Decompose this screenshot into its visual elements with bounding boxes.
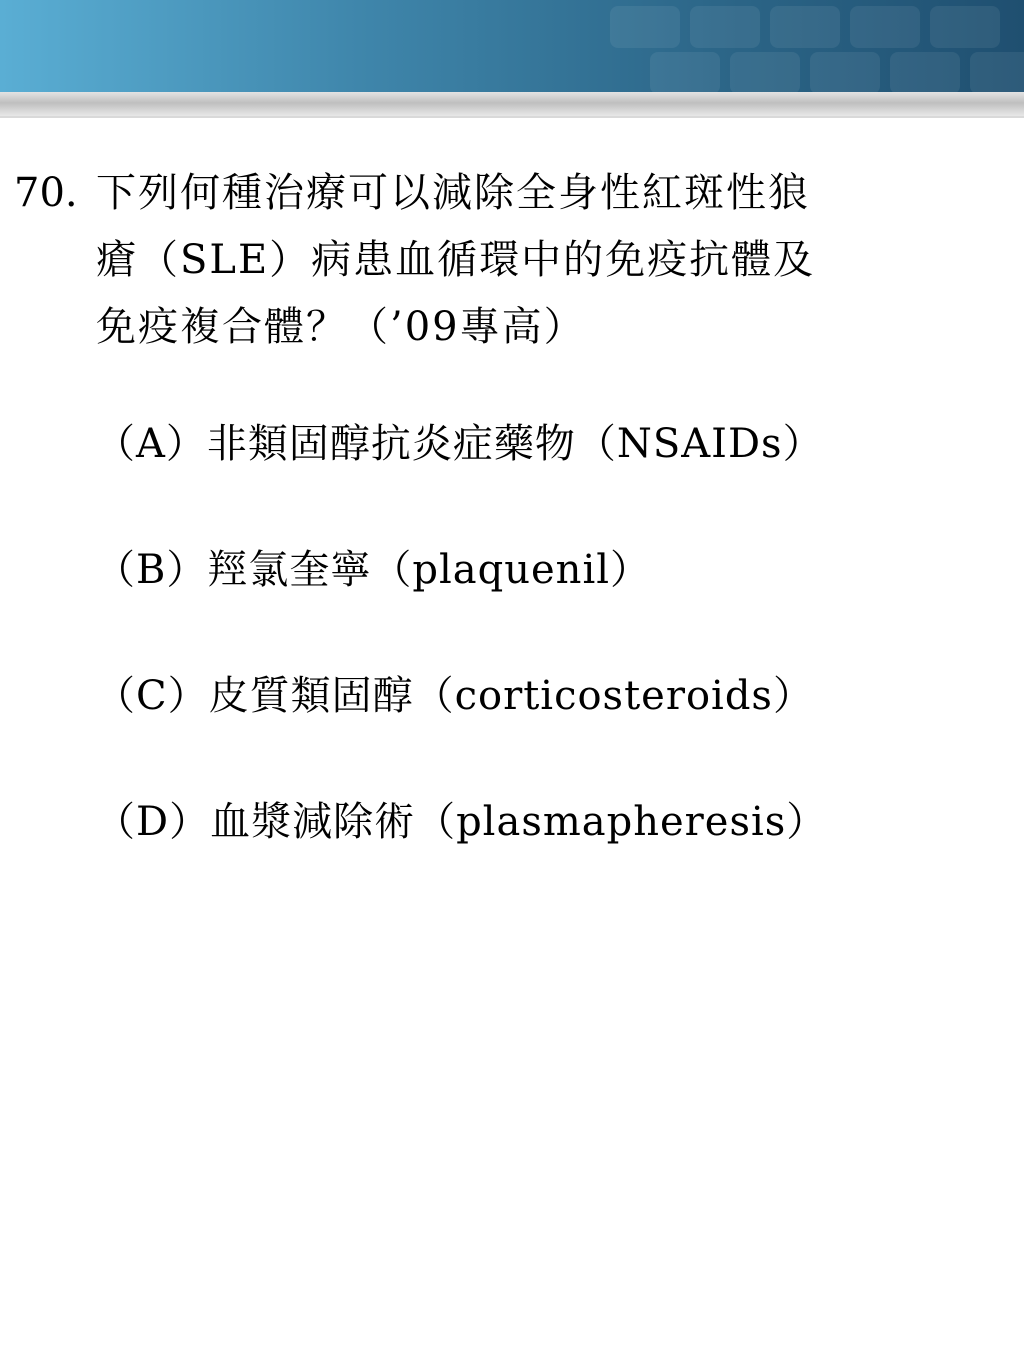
option-c: （C）皮質類固醇（corticosteroids） bbox=[95, 673, 814, 719]
option-b: （B）羥氯奎寧（plaquenil） bbox=[95, 547, 652, 593]
banner-tile bbox=[930, 6, 1000, 48]
question-line: 下列何種治療可以減除全身性紅斑性狼 bbox=[96, 170, 810, 216]
header-divider bbox=[0, 92, 1024, 116]
banner-tile bbox=[850, 6, 920, 48]
banner-tile bbox=[610, 6, 680, 48]
option-d: （D）血漿減除術（plasmapheresis） bbox=[95, 799, 828, 845]
question-row bbox=[14, 160, 1014, 361]
banner-tile bbox=[770, 6, 840, 48]
question-number: 70. bbox=[14, 170, 78, 216]
question-text bbox=[96, 160, 1014, 361]
banner-tile bbox=[970, 52, 1024, 92]
option-a: （A）非類固醇抗炎症藥物（NSAIDs） bbox=[95, 421, 824, 467]
header-banner bbox=[0, 0, 1024, 92]
answer-options bbox=[95, 414, 1015, 918]
banner-tile bbox=[690, 6, 760, 48]
question-block bbox=[14, 160, 1014, 361]
banner-tile bbox=[810, 52, 880, 92]
banner-tile bbox=[730, 52, 800, 92]
banner-tile bbox=[890, 52, 960, 92]
header-divider-line bbox=[0, 116, 1024, 118]
question-line: 瘡（SLE）病患血循環中的免疫抗體及 bbox=[96, 237, 816, 283]
question-line: 免疫複合體？（’09專高） bbox=[96, 304, 586, 350]
banner-tile bbox=[650, 52, 720, 92]
